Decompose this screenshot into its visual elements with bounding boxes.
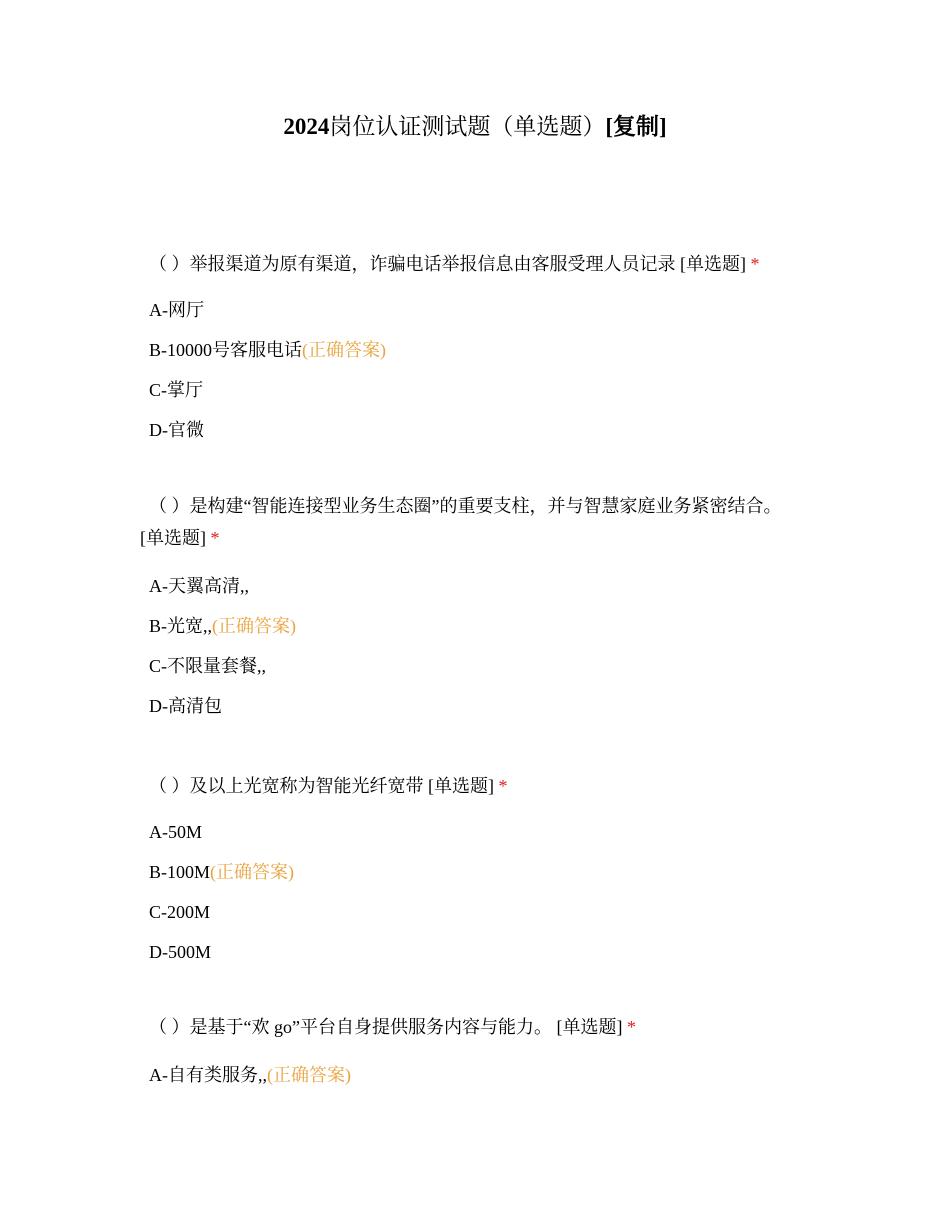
option-text: B-10000号客服电话: [149, 340, 302, 360]
option-b: [140, 606, 820, 646]
option-a: [140, 812, 820, 852]
option-c: [140, 892, 820, 932]
required-star: *: [210, 528, 220, 548]
title-main: 岗位认证测试题（单选题）: [329, 114, 606, 139]
required-star: *: [626, 1017, 636, 1037]
option-c: [140, 370, 820, 410]
option-a: [140, 290, 820, 330]
question-stem: [140, 248, 820, 280]
option-a: [140, 1055, 820, 1095]
title-year: 2024: [283, 114, 330, 139]
question-stem-text: （ ）是基于“欢 go”平台自身提供服务内容与能力。: [149, 1017, 552, 1037]
option-text: C-不限量套餐,,: [149, 656, 266, 676]
option-text: C-掌厅: [149, 380, 203, 400]
question-type: [单选题]: [140, 528, 206, 548]
correct-answer-tag: (正确答案): [212, 616, 296, 636]
correct-answer-tag: (正确答案): [210, 862, 295, 882]
question-type: [单选题]: [428, 776, 494, 796]
title-copy-tag: [复制]: [605, 114, 667, 139]
option-c: [140, 646, 820, 686]
option-text: C-200M: [149, 902, 211, 922]
option-text: D-高清包: [149, 696, 222, 716]
option-b: [140, 330, 820, 370]
question-type: [单选题]: [680, 254, 746, 274]
option-text: A-自有类服务,,: [149, 1065, 267, 1085]
option-d: [140, 686, 820, 726]
option-b: [140, 852, 820, 892]
option-text: D-官微: [149, 420, 204, 440]
required-star: *: [498, 776, 508, 796]
correct-answer-tag: (正确答案): [267, 1065, 351, 1085]
question-stem-text: （ ）是构建“智能连接型业务生态圈”的重要支柱，并与智慧家庭业务紧密结合。: [149, 496, 782, 516]
question-stem-text: （ ）及以上光宽称为智能光纤宽带: [149, 776, 424, 796]
option-text: B-100M: [149, 862, 211, 882]
question-3: [140, 770, 820, 972]
option-a: [140, 566, 820, 606]
required-star: *: [750, 254, 760, 274]
question-stem-text: （ ）举报渠道为原有渠道，诈骗电话举报信息由客服受理人员记录: [149, 254, 676, 274]
option-text: B-光宽,,: [149, 616, 212, 636]
question-2: [140, 490, 820, 726]
question-stem: [140, 490, 820, 554]
option-d: [140, 932, 820, 972]
question-type: [单选题]: [556, 1017, 623, 1037]
page-title: [0, 112, 950, 142]
question-stem: [140, 770, 820, 802]
option-text: D-500M: [149, 942, 211, 962]
option-d: [140, 410, 820, 450]
option-text: A-50M: [149, 822, 202, 842]
option-text: A-网厅: [149, 300, 204, 320]
question-1: [140, 248, 820, 450]
option-text: A-天翼高清,,: [149, 576, 249, 596]
question-stem: [140, 1011, 820, 1043]
question-4: [140, 1011, 820, 1095]
correct-answer-tag: (正确答案): [302, 340, 386, 360]
